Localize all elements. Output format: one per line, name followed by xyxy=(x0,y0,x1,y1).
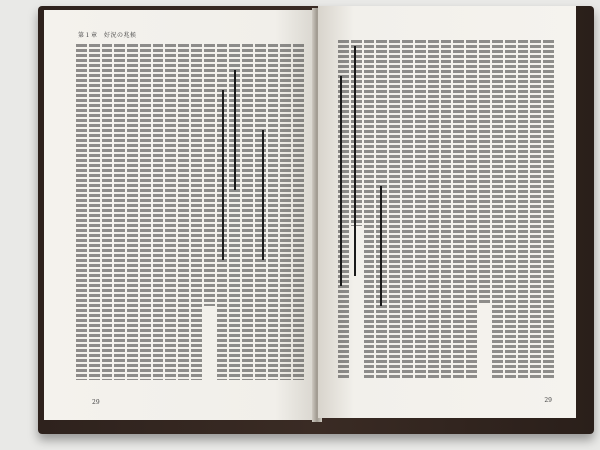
text-line xyxy=(178,44,189,380)
text-line xyxy=(76,44,87,380)
text-line xyxy=(114,44,125,380)
text-line xyxy=(518,40,529,378)
text-line xyxy=(127,44,138,380)
text-line xyxy=(268,44,279,380)
text-line xyxy=(492,40,503,378)
page-number: 29 xyxy=(544,397,552,404)
text-line xyxy=(415,40,426,378)
text-line xyxy=(376,40,387,378)
text-line xyxy=(351,40,362,226)
text-line xyxy=(280,44,291,380)
text-line xyxy=(89,44,100,380)
pen-underline xyxy=(340,76,342,286)
text-line xyxy=(140,44,151,380)
text-line xyxy=(165,44,176,380)
pen-underline xyxy=(262,130,264,260)
text-columns xyxy=(74,44,304,380)
text-line xyxy=(530,40,541,378)
text-line xyxy=(364,40,375,378)
text-line xyxy=(102,44,113,380)
text-line xyxy=(191,44,202,380)
text-line xyxy=(293,44,304,380)
text-line xyxy=(242,44,253,380)
left-page xyxy=(44,10,316,420)
text-line xyxy=(453,40,464,378)
text-columns xyxy=(336,40,554,378)
page-header: 第１章 好況の兆候 xyxy=(78,32,137,39)
text-line xyxy=(441,40,452,378)
pen-underline xyxy=(354,46,356,276)
text-line xyxy=(479,40,490,304)
text-line xyxy=(505,40,516,378)
right-page xyxy=(318,6,576,418)
pen-underline xyxy=(380,186,382,306)
text-line xyxy=(389,40,400,378)
text-line xyxy=(204,44,215,306)
pen-underline xyxy=(234,70,236,190)
text-line xyxy=(428,40,439,378)
text-line xyxy=(466,40,477,378)
pen-underline xyxy=(222,90,224,260)
text-line xyxy=(402,40,413,378)
text-line xyxy=(543,40,554,378)
page-number: 29 xyxy=(92,399,100,406)
text-line xyxy=(153,44,164,380)
text-line xyxy=(255,44,266,380)
